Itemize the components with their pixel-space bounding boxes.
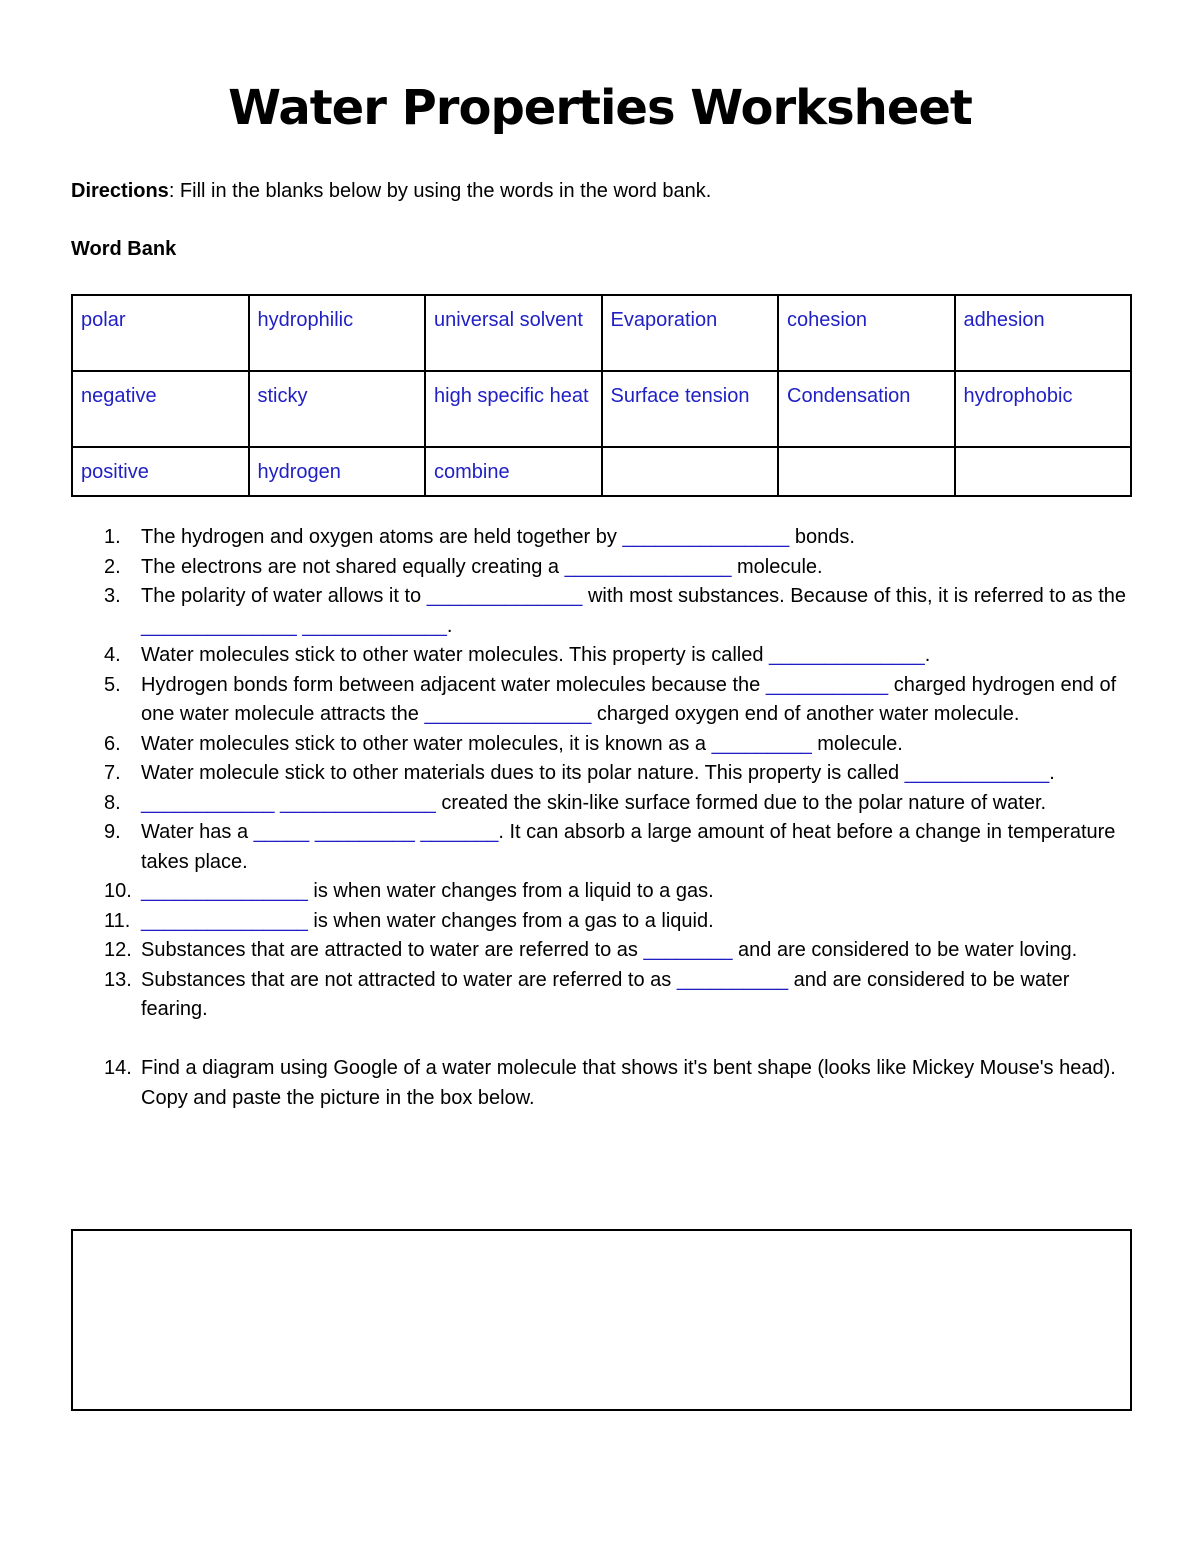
question-text: . [924, 644, 931, 666]
word-bank-cell: cohesion [778, 295, 955, 371]
question-item [0, 730, 1130, 760]
question-number: 9. [104, 821, 121, 843]
directions-text: : Fill in the blanks below by using the words in the word bank. [168, 180, 712, 202]
directions [71, 178, 711, 204]
word-bank-cell: negative [72, 371, 249, 447]
worksheet-title: Water Properties Worksheet [228, 80, 972, 136]
question-text: Find a diagram using Google of a water molecule that shows it's bent shape (looks like Mickey Mouse's head). Copy and paste the picture in the box below. [141, 1057, 1116, 1109]
question-number: 7. [104, 762, 121, 784]
word-bank-cell: Condensation [778, 371, 955, 447]
question-text: Water molecules stick to other water molecules, it is known as a [141, 732, 712, 755]
question-number: 1. [104, 526, 121, 548]
answer-blank[interactable]: __________ [676, 968, 789, 991]
question-text: and are considered to be water fearing. [141, 968, 1070, 1020]
diagram-paste-box[interactable] [71, 1229, 1132, 1411]
question-text: Water molecules stick to other water molecules. This property is called [141, 644, 770, 666]
question-item [0, 759, 1130, 789]
question-number: 8. [104, 791, 121, 814]
word-bank-cell [778, 447, 955, 496]
question-text: Water has a [141, 821, 254, 843]
word-bank-cell [955, 447, 1132, 496]
answer-blank[interactable]: ______________ [769, 644, 925, 666]
question-item [0, 907, 1130, 937]
answer-blank[interactable]: ________ [643, 939, 733, 961]
question-text: molecule. [811, 732, 903, 755]
word-bank-cell [602, 447, 779, 496]
answer-blank[interactable]: _______________ [141, 880, 308, 902]
question-text: The polarity of water allows it to [141, 585, 427, 607]
question-text: . [1049, 762, 1055, 784]
word-bank-cell: polar [72, 295, 249, 371]
question-text: is when water changes from a gas to a liquid. [307, 909, 714, 932]
question-text: Substances that are not attracted to water are referred to as [141, 968, 677, 991]
word-bank-cell: adhesion [955, 295, 1132, 371]
word-bank-heading: Word Bank [71, 238, 177, 260]
word-bank-row [72, 447, 1131, 496]
question-text: The electrons are not shared equally creating a [141, 555, 565, 578]
word-bank-cell: Surface tension [602, 371, 779, 447]
question-number: 11. [104, 909, 131, 932]
question-item [0, 553, 1130, 583]
question-text: . [446, 614, 453, 637]
answer-blank[interactable]: _______________ [141, 909, 308, 932]
question-item [0, 523, 1130, 553]
question-text: The hydrogen and oxygen atoms are held together by [141, 526, 623, 548]
word-bank-cell: high specific heat [425, 371, 602, 447]
word-bank-cell: sticky [249, 371, 426, 447]
question-number: 14. [104, 1057, 132, 1079]
question-number: 12. [104, 939, 132, 961]
question-number: 3. [104, 585, 121, 607]
question-item [0, 936, 1130, 966]
answer-blank[interactable]: _______________ [424, 703, 592, 725]
answer-blank[interactable]: _______________ [622, 526, 790, 548]
word-bank-row [72, 371, 1131, 447]
answer-blank[interactable]: _________ [711, 732, 812, 755]
question-text: Substances that are attracted to water are referred to as [141, 939, 644, 961]
word-bank-cell: hydrogen [249, 447, 426, 496]
answer-blank[interactable]: ___________ [765, 673, 889, 696]
question-text: with most substances. Because of this, it is referred to as the [582, 585, 1127, 607]
question-text: charged oxygen end of another water molecule. [591, 703, 1020, 725]
question-text: bonds. [789, 526, 855, 548]
word-bank-table [71, 294, 1132, 497]
question-text: and are considered to be water loving. [732, 939, 1078, 961]
question-number: 10. [104, 880, 132, 902]
question-text: . It can absorb a large amount of heat before a change in temperature takes place. [141, 821, 1116, 873]
question-item [0, 877, 1130, 907]
question-item [0, 789, 1130, 819]
question-item [0, 966, 1130, 1025]
question-list [0, 523, 1130, 1113]
question-item [0, 582, 1130, 641]
question-text: is when water changes from a liquid to a gas. [307, 880, 714, 902]
answer-blank[interactable]: ____________ ______________ [141, 791, 436, 814]
question-text: charged hydrogen end of one water molecule attracts the [141, 673, 1117, 725]
word-bank-cell: hydrophobic [955, 371, 1132, 447]
question-item [0, 671, 1130, 730]
answer-blank[interactable]: ______________ [426, 585, 583, 607]
word-bank-cell: universal solvent [425, 295, 602, 371]
question-item [0, 641, 1130, 671]
directions-label: Directions [71, 180, 169, 202]
word-bank-cell: hydrophilic [249, 295, 426, 371]
question-number: 5. [104, 673, 121, 696]
question-number: 4. [104, 644, 121, 666]
question-item [0, 1054, 1130, 1113]
answer-blank[interactable]: _____________ [904, 762, 1050, 784]
question-text: Hydrogen bonds form between adjacent water molecules because the [141, 673, 766, 696]
question-text: molecule. [731, 555, 823, 578]
word-bank-cell: Evaporation [602, 295, 779, 371]
question-number: 2. [104, 555, 121, 578]
word-bank-row [72, 295, 1131, 371]
word-bank-cell: positive [72, 447, 249, 496]
answer-blank[interactable]: _______________ [564, 555, 732, 578]
answer-blank[interactable]: _____ _________ _______ [253, 821, 499, 843]
question-number: 6. [104, 732, 121, 755]
question-text: created the skin-like surface formed due to the polar nature of water. [435, 791, 1047, 814]
question-item [0, 818, 1130, 877]
question-number: 13. [104, 968, 132, 991]
word-bank-cell: combine [425, 447, 602, 496]
question-text: Water molecule stick to other materials dues to its polar nature. This property is called [141, 762, 905, 784]
answer-blank[interactable]: ______________ _____________ [141, 614, 447, 637]
